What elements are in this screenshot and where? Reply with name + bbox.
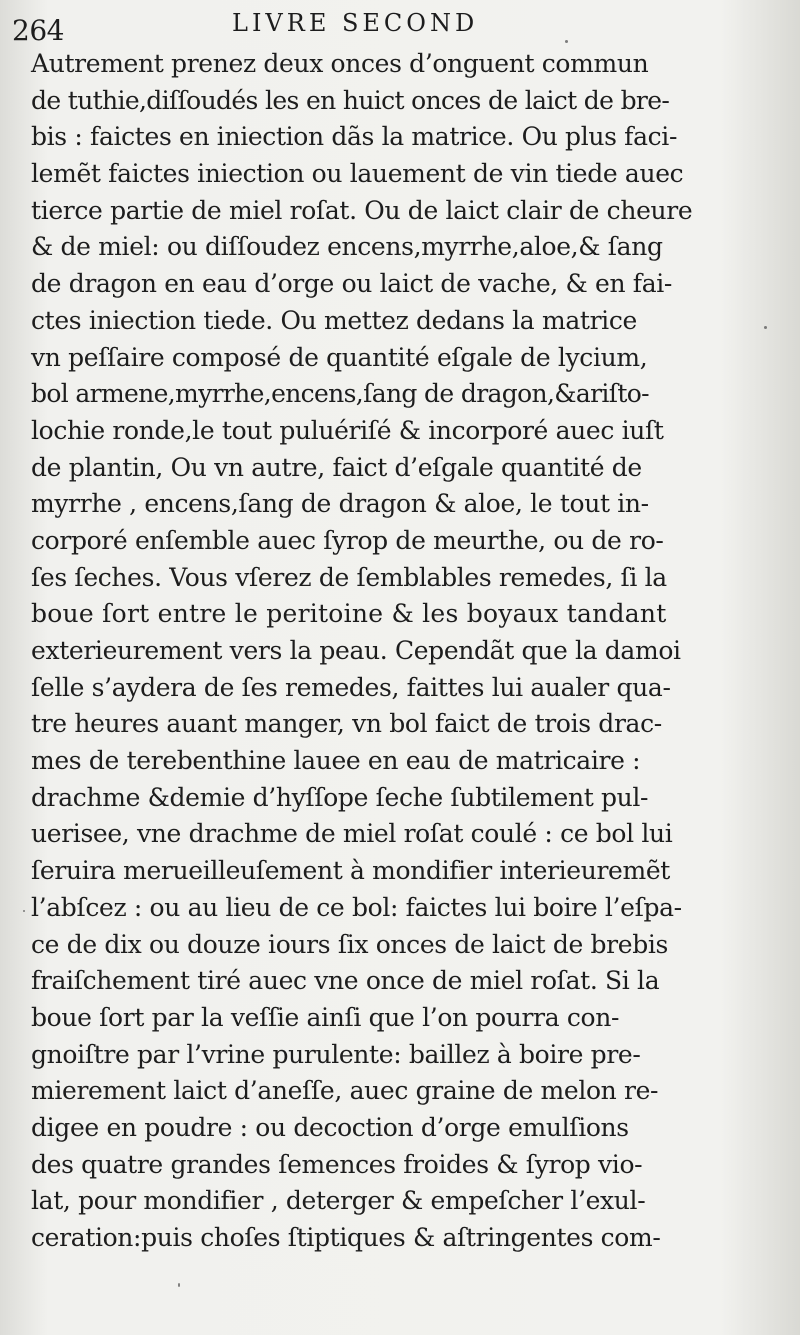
ink-speck [178,1283,180,1287]
text-line-28: gnoiſtre par l’vrine purulente: baillez à boire pre- [31,1039,641,1069]
ink-speck [565,40,568,43]
ink-speck [764,326,767,329]
text-line-10: bol armene,myrrhe,encens,ſang de dragon,&ariſto- [31,379,649,409]
text-line-26: fraiſchement tiré auec vne once de miel roſat. Si la [31,966,660,996]
text-line-17: exterieurement vers la peau. Cependãt que la damoi [31,636,681,665]
running-head: LIVRE SECOND [232,9,479,37]
text-line-25: ce de dix ou douze iours ſix onces de laict de brebis [31,929,669,959]
body-text [31,46,759,1257]
text-line-19: tre heures auant manger, vn bol faict de trois drac- [31,709,662,739]
text-line-29: mierement laict d’aneſſe, auec graine de melon re- [31,1076,659,1106]
text-line-11: lochie ronde,le tout puluériſé & incorporé auec iuſt [31,415,664,445]
text-line-14: corporé enſemble auec ſyrop de meurthe, ou de ro- [31,525,664,555]
text-line-7: de dragon en eau d’orge ou laict de vache, & en fai- [31,269,672,299]
text-line-2: de tuthie,diſſoudés les en huict onces de laict de bre- [31,85,670,115]
text-line-4: lemẽt faictes iniection ou lauement de vin tiede auec [31,159,684,189]
text-line-33: ceration:puis choſes ſtiptiques & aſtringentes com- [31,1223,661,1252]
text-line-15: ſes ſeches. Vous vſerez de ſemblables remedes, ſi la [31,562,667,592]
text-line-5: tierce partie de miel roſat. Ou de laict clair de cheure [31,195,693,225]
text-line-9: vn peſſaire composé de quantité eſgale de lycium, [31,342,648,372]
text-line-6: & de miel: ou diſſoudez encens,myrrhe,aloe,& ſang [31,232,663,262]
text-line-30: digee en poudre : ou decoction d’orge emulſions [31,1112,629,1142]
ink-speck [23,910,25,912]
text-line-1: Autrement prenez deux onces d’onguent commun [31,49,649,78]
text-line-16: boue ſort entre le peritoine & les boyaux tandant [31,599,667,629]
text-line-13: myrrhe , encens,ſang de dragon & aloe, le tout in- [31,489,649,519]
text-line-20: mes de terebenthine lauee en eau de matricaire : [31,746,641,776]
text-line-8: ctes iniection tiede. Ou mettez dedans la matrice [31,305,637,335]
text-line-23: ſeruira merueilleuſement à mondifier interieuremẽt [31,856,670,886]
page-header [0,4,800,47]
text-line-31: des quatre grandes ſemences froides & ſyrop vio- [31,1149,643,1179]
text-line-27: boue ſort par la veſſie ainſi que l’on pourra con- [31,1002,620,1032]
text-line-24: l’abſcez : ou au lieu de ce bol: faictes lui boire l’eſpa- [31,892,682,922]
text-line-18: ſelle s’aydera de ſes remedes, faittes lui aualer qua- [31,672,671,702]
text-line-22: uerisee, vne drachme de miel roſat coulé : ce bol lui [31,819,673,849]
text-line-21: drachme &demie d’hyſſope ſeche ſubtilement pul- [31,782,649,812]
text-line-12: de plantin, Ou vn autre, faict d’eſgale quantité de [31,452,642,482]
text-line-32: lat, pour mondifier , deterger & empeſcher l’exul- [31,1186,646,1216]
text-line-3: bis : faictes en iniection dãs la matrice. Ou plus faci- [31,122,678,152]
page-number: 264 [12,14,64,47]
